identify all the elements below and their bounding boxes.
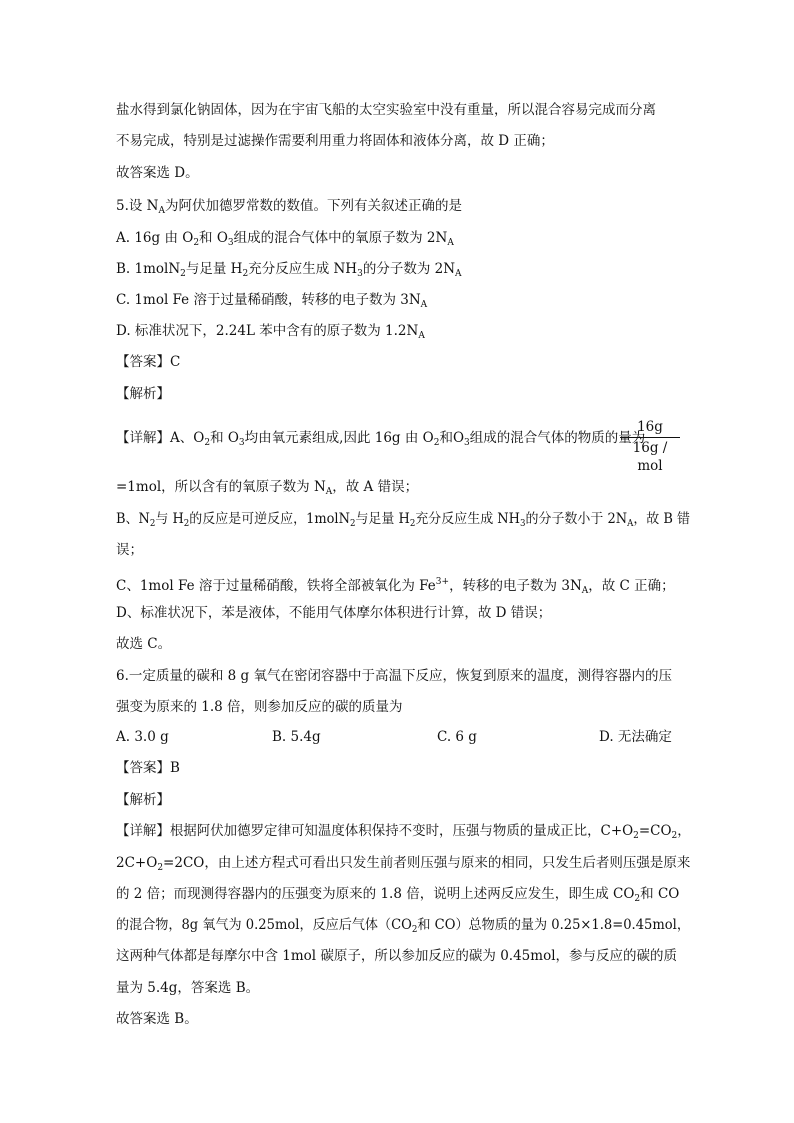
option-d	[116, 321, 425, 346]
text: 不易完成，特别是过滤操作需要利用重力将固体和液体分离，故 D 正确；	[116, 133, 554, 149]
detail-5-line-5	[116, 572, 675, 601]
detail-6-line-7	[116, 1009, 198, 1029]
text: 【详解】A、O	[116, 430, 205, 446]
text: 误；	[116, 542, 143, 558]
option-a	[116, 727, 169, 747]
detail-6-line-5	[116, 946, 677, 966]
detail-5-line-3	[116, 509, 690, 534]
fraction-numerator: 16g	[637, 419, 663, 435]
text: 组成的混合气体的物质的量为	[469, 430, 646, 446]
text: D、标准状况下，苯是液体，不能用气体摩尔体积进行计算，故 D 错误；	[116, 605, 552, 621]
fraction	[620, 418, 680, 475]
text: 组成的混合气体中的氧原子数为 2N	[233, 230, 448, 246]
subscript: A	[418, 331, 425, 341]
superscript: 3+	[435, 577, 450, 587]
text: ，故 C 正确；	[588, 578, 675, 594]
text: 量为 5.4g，答案选 B。	[116, 980, 260, 996]
text: 5.设 N	[116, 198, 159, 214]
text: 和 CO）总物质的量为 0.25×1.8=0.45mol，	[417, 917, 690, 933]
subscript: 3	[357, 269, 363, 279]
option-c	[437, 727, 477, 747]
text: =1mol，所以含有的氧原子数为 N	[116, 479, 326, 495]
detail-6-line-4	[116, 915, 690, 940]
subscript: A	[447, 238, 454, 248]
text: 为阿伏加德罗常数的数值。下列有关叙述正确的是	[164, 198, 462, 214]
text: B. 1molN	[116, 261, 181, 277]
text: 的 2 倍；而现测得容器内的压强变为原来的 1.8 倍，说明上述两反应发生，即生成 CO	[116, 886, 635, 902]
subscript: 3	[238, 438, 245, 448]
text: 2C+O	[116, 855, 158, 871]
subscript: A	[325, 487, 333, 497]
subscript: A	[627, 519, 634, 529]
question-5	[116, 196, 462, 221]
text: D. 标准状况下，2.24L 苯中含有的原子数为 1.2N	[116, 323, 419, 339]
answer-6	[116, 758, 180, 778]
text: D. 无法确定	[599, 729, 672, 745]
detail-6-line-3	[116, 884, 679, 909]
subscript: 2	[349, 519, 356, 529]
subscript: 3	[464, 438, 470, 448]
text: 与 H	[155, 511, 184, 527]
text: C. 1mol Fe 溶于过量稀硝酸，转移的电子数为 3N	[116, 292, 421, 308]
subscript: 2	[671, 831, 678, 841]
text: 和 O	[210, 430, 239, 446]
detail-6-line-2	[116, 853, 690, 878]
detail-5-line-4	[116, 540, 143, 560]
text: 和O	[439, 430, 465, 446]
text: 的分子数为 2N	[362, 261, 456, 277]
detail-5-line-6	[116, 603, 551, 623]
text: 【答案】B	[116, 760, 180, 776]
detail-5-line-1	[116, 428, 645, 453]
text: 充分反应生成 NH	[415, 511, 520, 527]
text: 均由氧元素组成,因此 16g 由 O	[244, 430, 434, 446]
text: 的混合物，8g 氧气为 0.25mol，反应后气体（CO	[116, 917, 412, 933]
text: 与足量 H	[355, 511, 410, 527]
analysis-heading-5	[116, 384, 170, 404]
text: 【答案】C	[116, 354, 181, 370]
detail-6-line-6	[116, 978, 259, 998]
detail-5-line-2	[116, 477, 418, 502]
text: C、1mol Fe 溶于过量稀硝酸，铁将全部被氧化为 Fe	[116, 578, 436, 594]
text: ，故 B 错	[633, 511, 691, 527]
text-line	[116, 100, 656, 120]
text: 这两种气体都是每摩尔中含 1mol 碳原子，所以参加反应的碳为 0.45mol，参与反应的碳的质	[116, 948, 678, 964]
text: 【解析】	[116, 386, 170, 402]
text: 【解析】	[116, 792, 170, 808]
question-6-line-2	[116, 697, 403, 717]
text: =2CO，由上述方程式可看出只发生前者则压强与原来的相同，只发生后者则压强是原来	[163, 855, 691, 871]
text: 和 O	[199, 230, 228, 246]
text: B. 5.4g	[272, 729, 321, 745]
text: 和 CO	[640, 886, 680, 902]
subscript: 2	[204, 438, 211, 448]
subscript: 3	[519, 519, 526, 529]
subscript: A	[581, 586, 589, 596]
subscript: A	[420, 300, 428, 310]
fraction-denominator: 16g / mol	[632, 440, 668, 474]
subscript: 2	[193, 238, 200, 248]
subscript: 2	[433, 438, 440, 448]
subscript: 2	[157, 863, 164, 873]
subscript: 2	[634, 894, 641, 904]
text-line	[116, 131, 554, 151]
text: C. 6 g	[437, 729, 477, 745]
text: 盐水得到氯化钠固体，因为在宇宙飞船的太空实验室中没有重量，所以混合容易完成而分离	[116, 102, 656, 118]
text: A. 16g 由 O	[116, 230, 194, 246]
text: 与足量 H	[185, 261, 243, 277]
option-c	[116, 290, 427, 315]
answer-5	[116, 352, 180, 372]
subscript: A	[455, 269, 462, 279]
text: A. 3.0 g	[116, 729, 169, 745]
text: 故答案选 D。	[116, 165, 199, 181]
subscript: 2	[183, 519, 190, 529]
option-a	[116, 228, 454, 253]
option-b	[116, 259, 462, 284]
text: ，	[677, 823, 691, 839]
subscript: 2	[242, 269, 249, 279]
text: =CO	[638, 823, 672, 839]
option-d	[599, 727, 672, 747]
text: 强变为原来的 1.8 倍，则参加反应的碳的质量为	[116, 699, 403, 715]
text: 的反应是可逆反应，1molN	[189, 511, 350, 527]
text: 的分子数小于 2N	[525, 511, 628, 527]
subscript: 2	[411, 925, 418, 935]
analysis-heading-6	[116, 790, 170, 810]
text: ，故 A 错误；	[332, 479, 419, 495]
text: 【详解】根据阿伏加德罗定律可知温度体积保持不变时，压强与物质的量成正比，C+O	[116, 823, 634, 839]
text-line	[116, 163, 199, 183]
detail-6-line-1	[116, 821, 691, 846]
text: 充分反应生成 NH	[248, 261, 358, 277]
text: 故选 C。	[116, 636, 172, 652]
question-6-line-1	[116, 666, 672, 686]
option-b	[272, 727, 321, 747]
fraction-bar	[620, 437, 680, 438]
detail-5-line-7	[116, 634, 171, 654]
text: 6.一定质量的碳和 8 g 氧气在密闭容器中于高温下反应，恢复到原来的温度，测得容器内的压	[116, 668, 672, 684]
text: 故答案选 B。	[116, 1011, 198, 1027]
subscript: 2	[633, 831, 639, 841]
text: ，转移的电子数为 3N	[449, 578, 582, 594]
subscript: 2	[149, 519, 156, 529]
subscript: A	[158, 206, 165, 216]
text: B、N	[116, 511, 150, 527]
subscript: 3	[227, 238, 234, 248]
subscript: 2	[180, 269, 186, 279]
subscript: 2	[409, 519, 416, 529]
